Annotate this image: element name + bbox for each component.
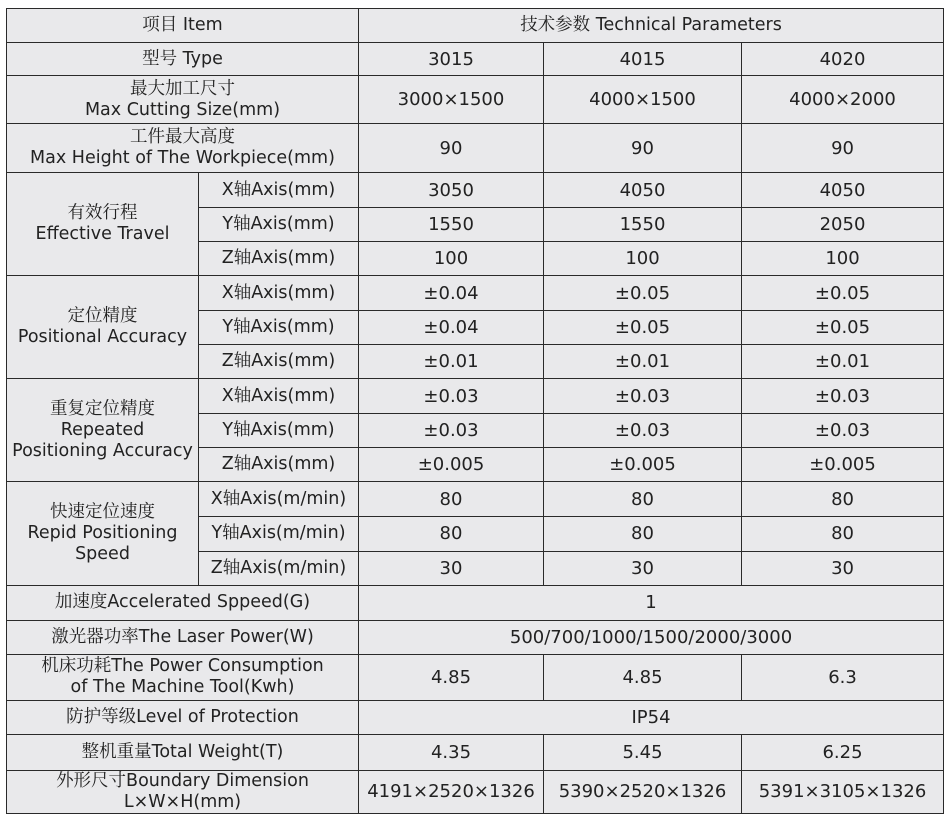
cell-value: 80 <box>359 517 544 551</box>
effective-travel-label <box>7 173 199 276</box>
axis-label: Z轴Axis(mm) <box>199 242 359 276</box>
cell-value: 80 <box>544 482 742 517</box>
repeated-accuracy-row <box>7 379 944 414</box>
label-cn: 重复定位精度 <box>50 398 155 419</box>
cell-value: ±0.03 <box>359 379 544 414</box>
total-weight-label: 整机重量Total Weight(T) <box>7 734 359 770</box>
positioning-speed-label <box>7 482 199 585</box>
cell-value: ±0.01 <box>359 345 544 379</box>
laser-power-label: 激光器功率The Laser Power(W) <box>7 620 359 654</box>
cell-value: 4050 <box>544 173 742 208</box>
total-weight-row <box>7 734 944 770</box>
label-cn: 工件最大高度 <box>130 127 235 148</box>
cell-value: 4.35 <box>359 734 544 770</box>
cell-value: 4.85 <box>359 654 544 700</box>
max-height-row <box>7 124 944 173</box>
cell-value: 5.45 <box>544 734 742 770</box>
cell-value: 6.3 <box>742 654 944 700</box>
cell-value: 30 <box>359 551 544 585</box>
axis-label: Z轴Axis(m/min) <box>199 551 359 585</box>
cell-value: 5390×2520×1326 <box>544 770 742 813</box>
cell-value: 4000×1500 <box>544 76 742 124</box>
label-en: Positioning Accuracy <box>12 440 193 461</box>
label-cn: 定位精度 <box>67 306 138 327</box>
type-label: 型号 Type <box>7 43 359 76</box>
laser-power-value: 500/700/1000/1500/2000/3000 <box>359 620 944 654</box>
cell-value: 5391×3105×1326 <box>742 770 944 813</box>
label-line: 机床功耗The Power Consumption <box>41 656 324 677</box>
label-en: Positional Accuracy <box>17 327 188 348</box>
cell-value: ±0.03 <box>544 379 742 414</box>
label-en: Max Height of The Workpiece(mm) <box>30 148 335 169</box>
cell-value: 4000×2000 <box>742 76 944 124</box>
positioning-speed-row <box>7 482 944 517</box>
axis-label: Y轴Axis(mm) <box>199 311 359 345</box>
max-cutting-size-label <box>7 76 359 124</box>
cell-value: ±0.01 <box>544 345 742 379</box>
cell-value: 30 <box>742 551 944 585</box>
cell-value: ±0.005 <box>544 448 742 482</box>
protection-label: 防护等级Level of Protection <box>7 700 359 734</box>
effective-travel-row <box>7 173 944 208</box>
label-cn: 最大加工尺寸 <box>130 78 235 99</box>
cell-value: 80 <box>742 482 944 517</box>
cell-value: 4.85 <box>544 654 742 700</box>
label-en: Max Cutting Size(mm) <box>84 99 281 120</box>
parameters-header: 技术参数 Technical Parameters <box>359 9 944 43</box>
axis-label: X轴Axis(mm) <box>199 173 359 208</box>
cell-value: ±0.01 <box>742 345 944 379</box>
laser-power-row <box>7 620 944 654</box>
positional-accuracy-row <box>7 276 944 311</box>
cell-value: 90 <box>359 124 544 173</box>
boundary-dimension-label <box>7 770 359 813</box>
cell-value: ±0.04 <box>359 276 544 311</box>
cell-value: 100 <box>359 242 544 276</box>
acceleration-value: 1 <box>359 585 944 620</box>
power-consumption-row <box>7 654 944 700</box>
label-en: Effective Travel <box>35 224 170 245</box>
acceleration-row <box>7 585 944 620</box>
label-cn: 有效行程 <box>67 203 138 224</box>
protection-value: IP54 <box>359 700 944 734</box>
cell-value: 3050 <box>359 173 544 208</box>
cell-value: ±0.04 <box>359 311 544 345</box>
label-cn: 快速定位速度 <box>50 501 155 522</box>
cell-value: 30 <box>544 551 742 585</box>
cell-value: ±0.03 <box>544 414 742 448</box>
model-3015: 3015 <box>359 43 544 76</box>
label-line: of The Machine Tool(Kwh) <box>70 677 295 698</box>
spec-sheet <box>6 8 943 814</box>
model-4020: 4020 <box>742 43 944 76</box>
label-en: Speed <box>75 543 130 564</box>
cell-value: 2050 <box>742 208 944 242</box>
cell-value: 100 <box>742 242 944 276</box>
cell-value: 1550 <box>544 208 742 242</box>
cell-value: ±0.005 <box>359 448 544 482</box>
cell-value: 4050 <box>742 173 944 208</box>
label-en: Repid Positioning <box>27 522 178 543</box>
cell-value: 80 <box>359 482 544 517</box>
max-cutting-size-row <box>7 76 944 124</box>
label-en: Repeated <box>60 419 145 440</box>
technical-parameters-table <box>6 8 944 814</box>
label-line: 外形尺寸Boundary Dimension <box>56 770 309 791</box>
cell-value: 90 <box>544 124 742 173</box>
cell-value: ±0.03 <box>742 414 944 448</box>
cell-value: 80 <box>742 517 944 551</box>
cell-value: ±0.05 <box>742 276 944 311</box>
positional-accuracy-label <box>7 276 199 379</box>
header-row <box>7 9 944 43</box>
axis-label: Y轴Axis(m/min) <box>199 517 359 551</box>
label-line: L×W×H(mm) <box>123 791 242 812</box>
cell-value: 3000×1500 <box>359 76 544 124</box>
cell-value: ±0.005 <box>742 448 944 482</box>
boundary-dimension-row <box>7 770 944 813</box>
acceleration-label: 加速度Accelerated Sppeed(G) <box>7 585 359 620</box>
item-header: 项目 Item <box>7 9 359 43</box>
cell-value: 4191×2520×1326 <box>359 770 544 813</box>
cell-value: ±0.05 <box>544 276 742 311</box>
cell-value: ±0.03 <box>359 414 544 448</box>
max-height-label <box>7 124 359 173</box>
axis-label: X轴Axis(mm) <box>199 276 359 311</box>
axis-label: X轴Axis(mm) <box>199 379 359 414</box>
axis-label: Y轴Axis(mm) <box>199 208 359 242</box>
cell-value: ±0.05 <box>742 311 944 345</box>
axis-label: X轴Axis(m/min) <box>199 482 359 517</box>
cell-value: 100 <box>544 242 742 276</box>
protection-row <box>7 700 944 734</box>
cell-value: 1550 <box>359 208 544 242</box>
repeated-accuracy-label <box>7 379 199 482</box>
type-row <box>7 43 944 76</box>
cell-value: 90 <box>742 124 944 173</box>
cell-value: 80 <box>544 517 742 551</box>
cell-value: ±0.05 <box>544 311 742 345</box>
axis-label: Z轴Axis(mm) <box>199 345 359 379</box>
cell-value: ±0.03 <box>742 379 944 414</box>
axis-label: Y轴Axis(mm) <box>199 414 359 448</box>
axis-label: Z轴Axis(mm) <box>199 448 359 482</box>
cell-value: 6.25 <box>742 734 944 770</box>
model-4015: 4015 <box>544 43 742 76</box>
power-consumption-label <box>7 654 359 700</box>
